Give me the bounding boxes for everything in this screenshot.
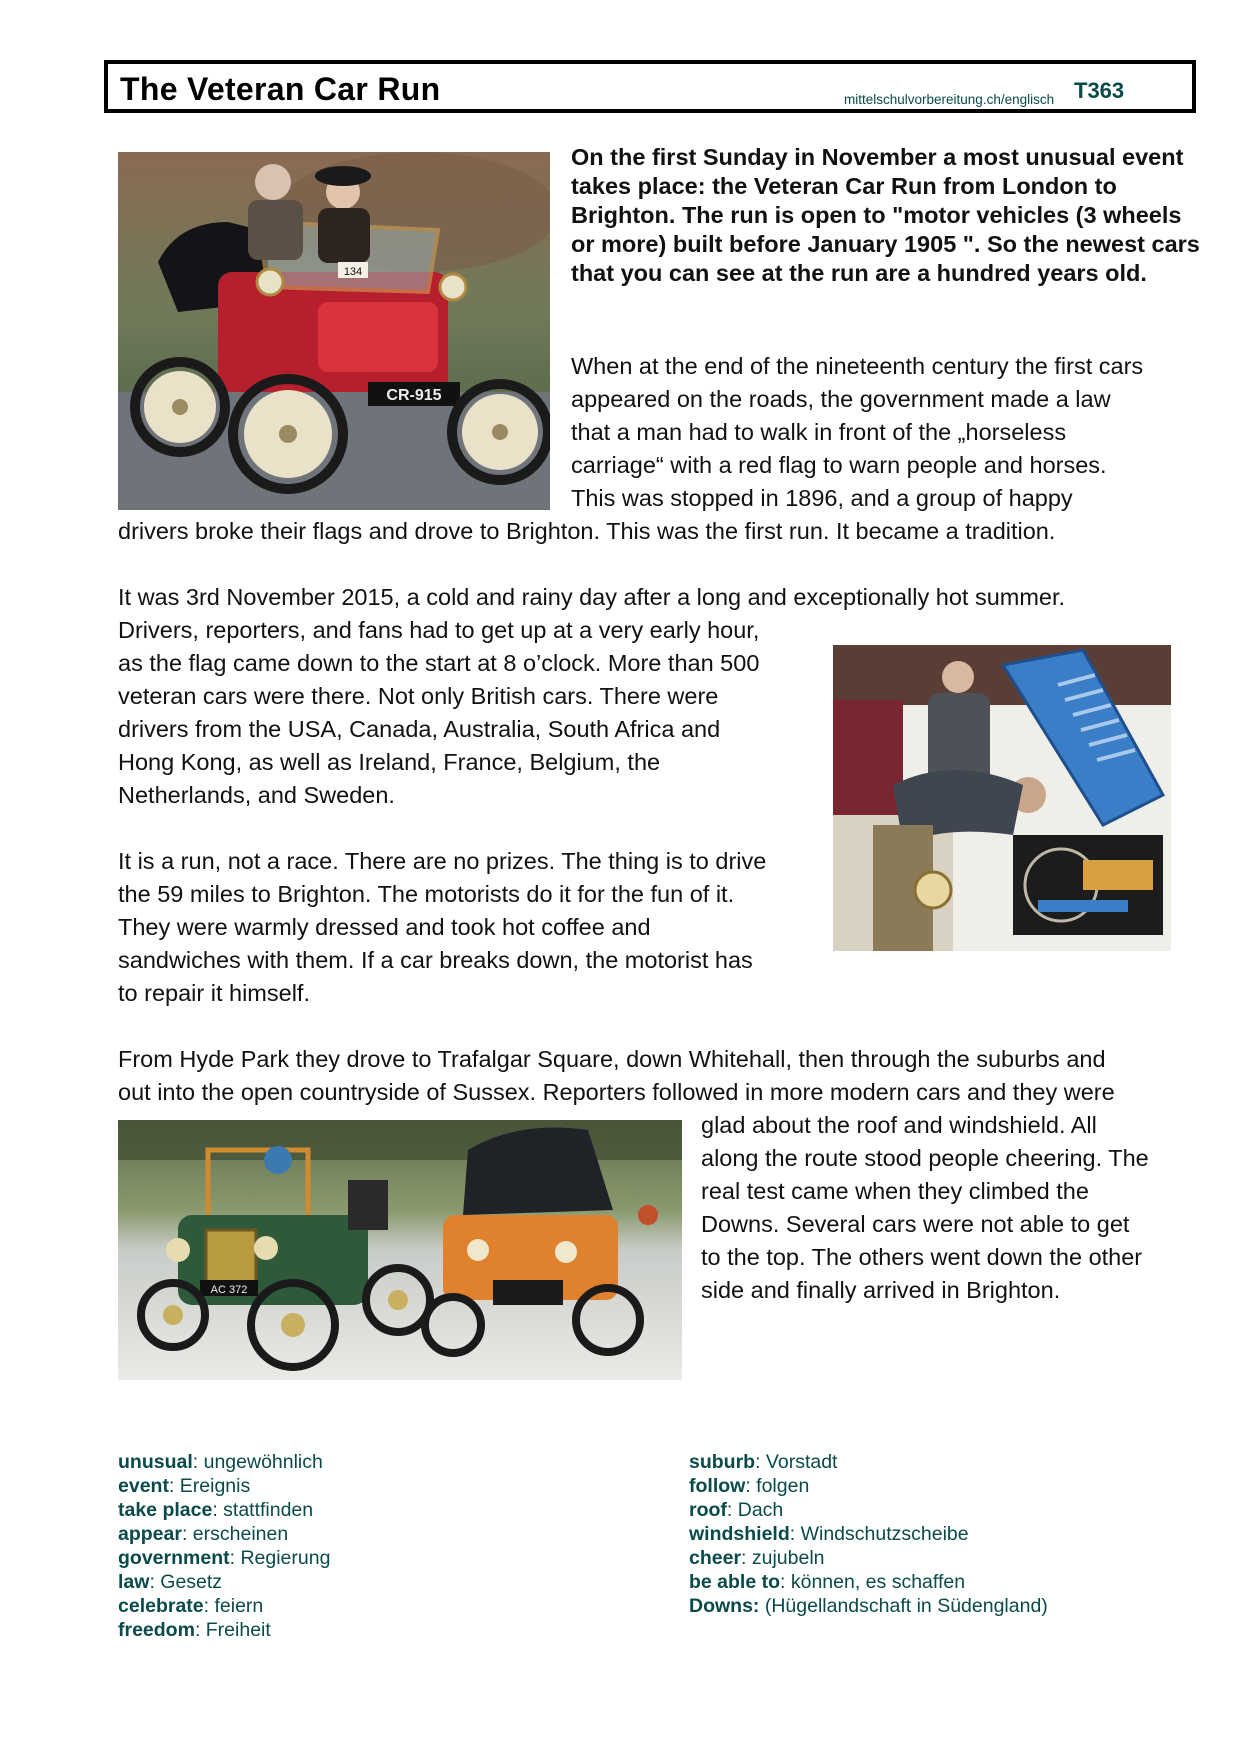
vocab-item bbox=[689, 1474, 1048, 1498]
photo-engine-repair bbox=[833, 645, 1171, 951]
vocab-translation: : folgen bbox=[745, 1475, 810, 1497]
vocab-translation: : feiern bbox=[203, 1595, 264, 1617]
text-line: glad about the roof and windshield. All bbox=[701, 1112, 1097, 1138]
text-line: drivers from the USA, Canada, Australia, South Africa and bbox=[118, 716, 721, 742]
vocab-translation: : Gesetz bbox=[149, 1571, 223, 1593]
vocab-item bbox=[118, 1618, 330, 1642]
text-line: sandwiches with them. If a car breaks down, the motorist has bbox=[118, 947, 753, 973]
vocab-translation: : können, es schaffen bbox=[780, 1571, 966, 1593]
vocab-term: windshield bbox=[689, 1523, 790, 1545]
text-line: Downs. Several cars were not able to get bbox=[701, 1211, 1130, 1237]
vocab-term: follow bbox=[689, 1475, 746, 1497]
vocab-term: celebrate bbox=[118, 1595, 204, 1617]
text-line: drivers broke their flags and drove to Brighton. This was the first run. It became a tradition. bbox=[118, 518, 1056, 544]
text-line: out into the open countryside of Sussex. Reporters followed in more modern cars and they were bbox=[118, 1079, 1115, 1105]
site-url: mittelschulvorbereitung.ch/englisch bbox=[844, 92, 1055, 107]
text-line: They were warmly dressed and took hot coffee and bbox=[118, 914, 651, 940]
photo-green-and-orange-cars bbox=[118, 1120, 682, 1380]
text-line: Netherlands, and Sweden. bbox=[118, 782, 395, 808]
text-line: It is a run, not a race. There are no prizes. The thing is to drive bbox=[118, 848, 767, 874]
vocab-item bbox=[689, 1450, 1048, 1474]
vocab-item bbox=[689, 1570, 1048, 1594]
text-line: Hong Kong, as well as Ireland, France, Belgium, the bbox=[118, 749, 661, 775]
vocab-term: government bbox=[118, 1547, 230, 1569]
text-line: This was stopped in 1896, and a group of happy bbox=[571, 485, 1073, 511]
vocab-item bbox=[689, 1498, 1048, 1522]
text-line: to the top. The others went down the other bbox=[701, 1244, 1143, 1270]
vocab-translation: : Vorstadt bbox=[755, 1451, 838, 1473]
vocab-item bbox=[118, 1546, 330, 1570]
vocab-term: freedom bbox=[118, 1619, 195, 1641]
vocab-translation: : stattfinden bbox=[212, 1499, 314, 1521]
red-car-number: 134 bbox=[343, 266, 363, 278]
vocab-item bbox=[689, 1546, 1048, 1570]
text-line: appeared on the roads, the government made a law bbox=[571, 386, 1111, 412]
red-car-plate: CR-915 bbox=[386, 387, 442, 404]
vocab-translation: : zujubeln bbox=[741, 1547, 825, 1569]
text-line: real test came when they climbed the bbox=[701, 1178, 1089, 1204]
text-line: along the route stood people cheering. The bbox=[701, 1145, 1149, 1171]
vocab-translation: (Hügellandschaft in Südengland) bbox=[759, 1595, 1048, 1617]
vocab-translation: : Windschutzscheibe bbox=[789, 1523, 969, 1545]
vocabulary-list-right bbox=[689, 1450, 1048, 1618]
green-car-plate: AC 372 bbox=[210, 1284, 248, 1296]
vocab-translation: : Regierung bbox=[229, 1547, 331, 1569]
vocab-item bbox=[118, 1570, 330, 1594]
text-line: From Hyde Park they drove to Trafalgar Square, down Whitehall, then through the suburbs and bbox=[118, 1046, 1106, 1072]
vocabulary-list-left bbox=[118, 1450, 330, 1642]
vocab-term: roof bbox=[689, 1499, 727, 1521]
text-line: as the flag came down to the start at 8 o’clock. More than 500 bbox=[118, 650, 760, 676]
worksheet-code: T363 bbox=[1074, 78, 1125, 103]
intro-paragraph: On the first Sunday in November a most unusual event takes place: the Veteran Car Run from London to Brighton. The run is open to "motor vehicles (3 wheels or more) built before January 1905 ". So the newest cars that you can see at the run are a hundred years old. bbox=[571, 144, 1200, 286]
vocab-term: event bbox=[118, 1475, 169, 1497]
vocab-item bbox=[118, 1450, 330, 1474]
text-line: carriage“ with a red flag to warn people and horses. bbox=[571, 452, 1107, 478]
photo-red-veteran-car bbox=[118, 152, 550, 510]
vocab-item bbox=[118, 1498, 330, 1522]
vocab-item bbox=[118, 1522, 330, 1546]
vocab-translation: : ungewöhnlich bbox=[192, 1451, 323, 1473]
text-line: veteran cars were there. Not only British cars. There were bbox=[118, 683, 719, 709]
vocab-item bbox=[689, 1594, 1048, 1618]
vocab-item bbox=[118, 1594, 330, 1618]
vocab-item bbox=[118, 1474, 330, 1498]
text-line: When at the end of the nineteenth century the first cars bbox=[571, 353, 1144, 379]
vocab-term: law bbox=[118, 1571, 150, 1593]
text-line: that a man had to walk in front of the „horseless bbox=[571, 419, 1067, 445]
text-line: side and finally arrived in Brighton. bbox=[701, 1277, 1061, 1303]
page-title: The Veteran Car Run bbox=[120, 71, 441, 107]
text-line: to repair it himself. bbox=[118, 980, 310, 1006]
vocab-term: cheer bbox=[689, 1547, 742, 1569]
text-line: Drivers, reporters, and fans had to get up at a very early hour, bbox=[118, 617, 760, 643]
vocab-term: take place bbox=[118, 1499, 213, 1521]
vocab-term: Downs: bbox=[689, 1595, 760, 1617]
vocab-translation: : erscheinen bbox=[181, 1523, 289, 1545]
vocab-term: unusual bbox=[118, 1451, 193, 1473]
vocab-term: be able to bbox=[689, 1571, 781, 1593]
vocab-term: appear bbox=[118, 1523, 182, 1545]
vocab-term: suburb bbox=[689, 1451, 756, 1473]
title-box bbox=[104, 60, 1196, 113]
text-line: the 59 miles to Brighton. The motorists do it for the fun of it. bbox=[118, 881, 735, 907]
vocab-translation: : Freiheit bbox=[194, 1619, 271, 1641]
vocab-translation: : Dach bbox=[726, 1499, 784, 1521]
vocab-item bbox=[689, 1522, 1048, 1546]
vocab-translation: : Ereignis bbox=[168, 1475, 251, 1497]
text-line: It was 3rd November 2015, a cold and rainy day after a long and exceptionally hot summer. bbox=[118, 584, 1066, 610]
